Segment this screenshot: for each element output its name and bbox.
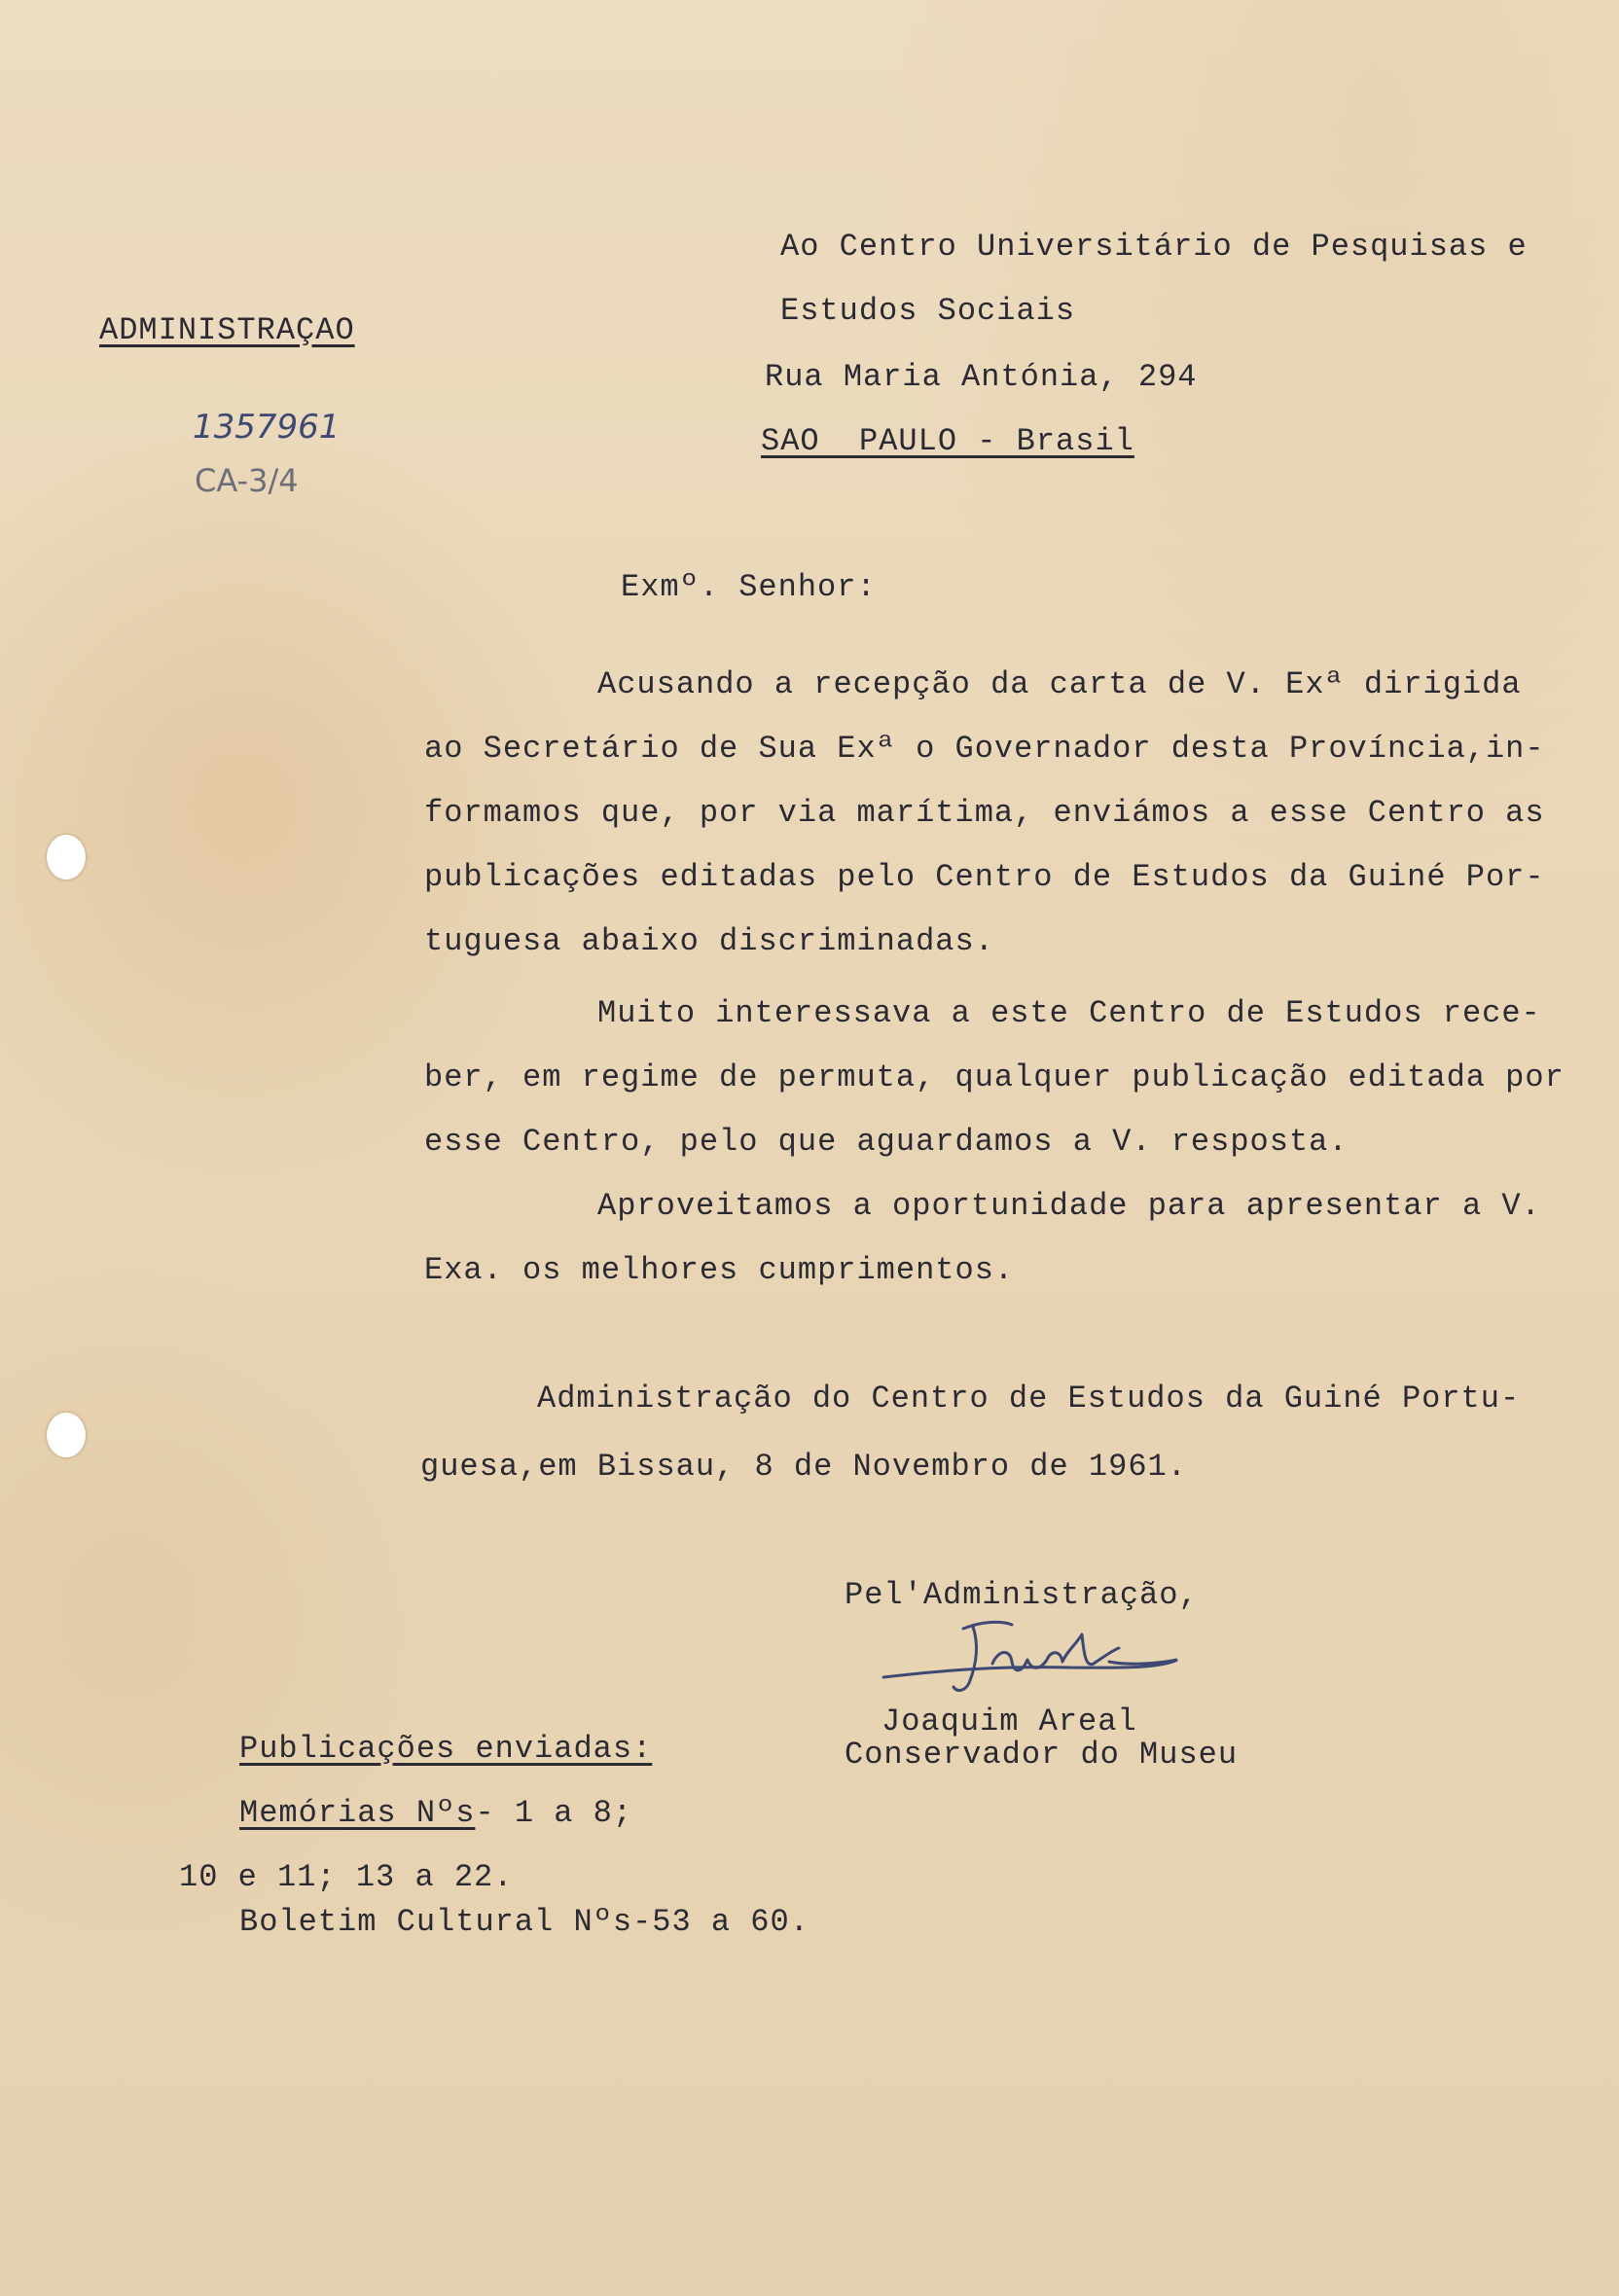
body-line: Aproveitamos a oportunidade para apresentar a V. <box>597 1188 1541 1224</box>
salutation: Exmº. Senhor: <box>621 569 877 605</box>
reference-code: CA-3/4 <box>195 462 299 499</box>
body-line: ber, em regime de permuta, qualquer publicação editada por <box>424 1059 1565 1095</box>
body-line: tuguesa abaixo discriminadas. <box>424 923 994 959</box>
dateline: guesa,em Bissau, 8 de Novembro de 1961. <box>420 1449 1187 1485</box>
on-behalf-line: Pel'Administração, <box>845 1577 1199 1613</box>
publication-item <box>239 1796 632 1831</box>
reference-number: 1357961 <box>193 408 341 447</box>
signatory-name: Joaquim Areal <box>881 1704 1137 1740</box>
addressee-line: Estudos Sociais <box>780 293 1076 329</box>
publication-item: 10 e 11; 13 a 22. <box>179 1859 514 1895</box>
signatory-title: Conservador do Museu <box>845 1737 1239 1773</box>
dateline: Administração do Centro de Estudos da Guiné Portu- <box>537 1381 1521 1417</box>
body-line: publicações editadas pelo Centro de Estudos da Guiné Por- <box>424 859 1545 895</box>
addressee-line: Rua Maria Antónia, 294 <box>765 359 1198 395</box>
body-line: Muito interessava a este Centro de Estudos rece- <box>597 995 1541 1031</box>
memorias-label: Memórias Nºs <box>239 1795 476 1831</box>
punch-hole-top <box>47 835 86 879</box>
body-line: esse Centro, pelo que aguardamos a V. resposta. <box>424 1124 1349 1160</box>
publication-item: Boletim Cultural Nºs-53 a 60. <box>239 1904 810 1940</box>
body-line: formamos que, por via marítima, enviámos a esse Centro as <box>424 795 1545 831</box>
addressee-city: SAO PAULO - Brasil <box>761 423 1134 459</box>
memorias-range: - 1 a 8; <box>475 1795 633 1831</box>
body-line: Exa. os melhores cumprimentos. <box>424 1252 1015 1288</box>
body-line: Acusando a recepção da carta de V. Exª dirigida <box>597 666 1522 702</box>
addressee-line: Ao Centro Universitário de Pesquisas e <box>780 229 1528 265</box>
publications-heading: Publicações enviadas: <box>239 1731 653 1767</box>
department-heading: ADMINISTRAÇAO <box>99 312 355 348</box>
punch-hole-bottom <box>47 1413 86 1457</box>
body-line: ao Secretário de Sua Exª o Governador desta Província,in- <box>424 731 1545 767</box>
